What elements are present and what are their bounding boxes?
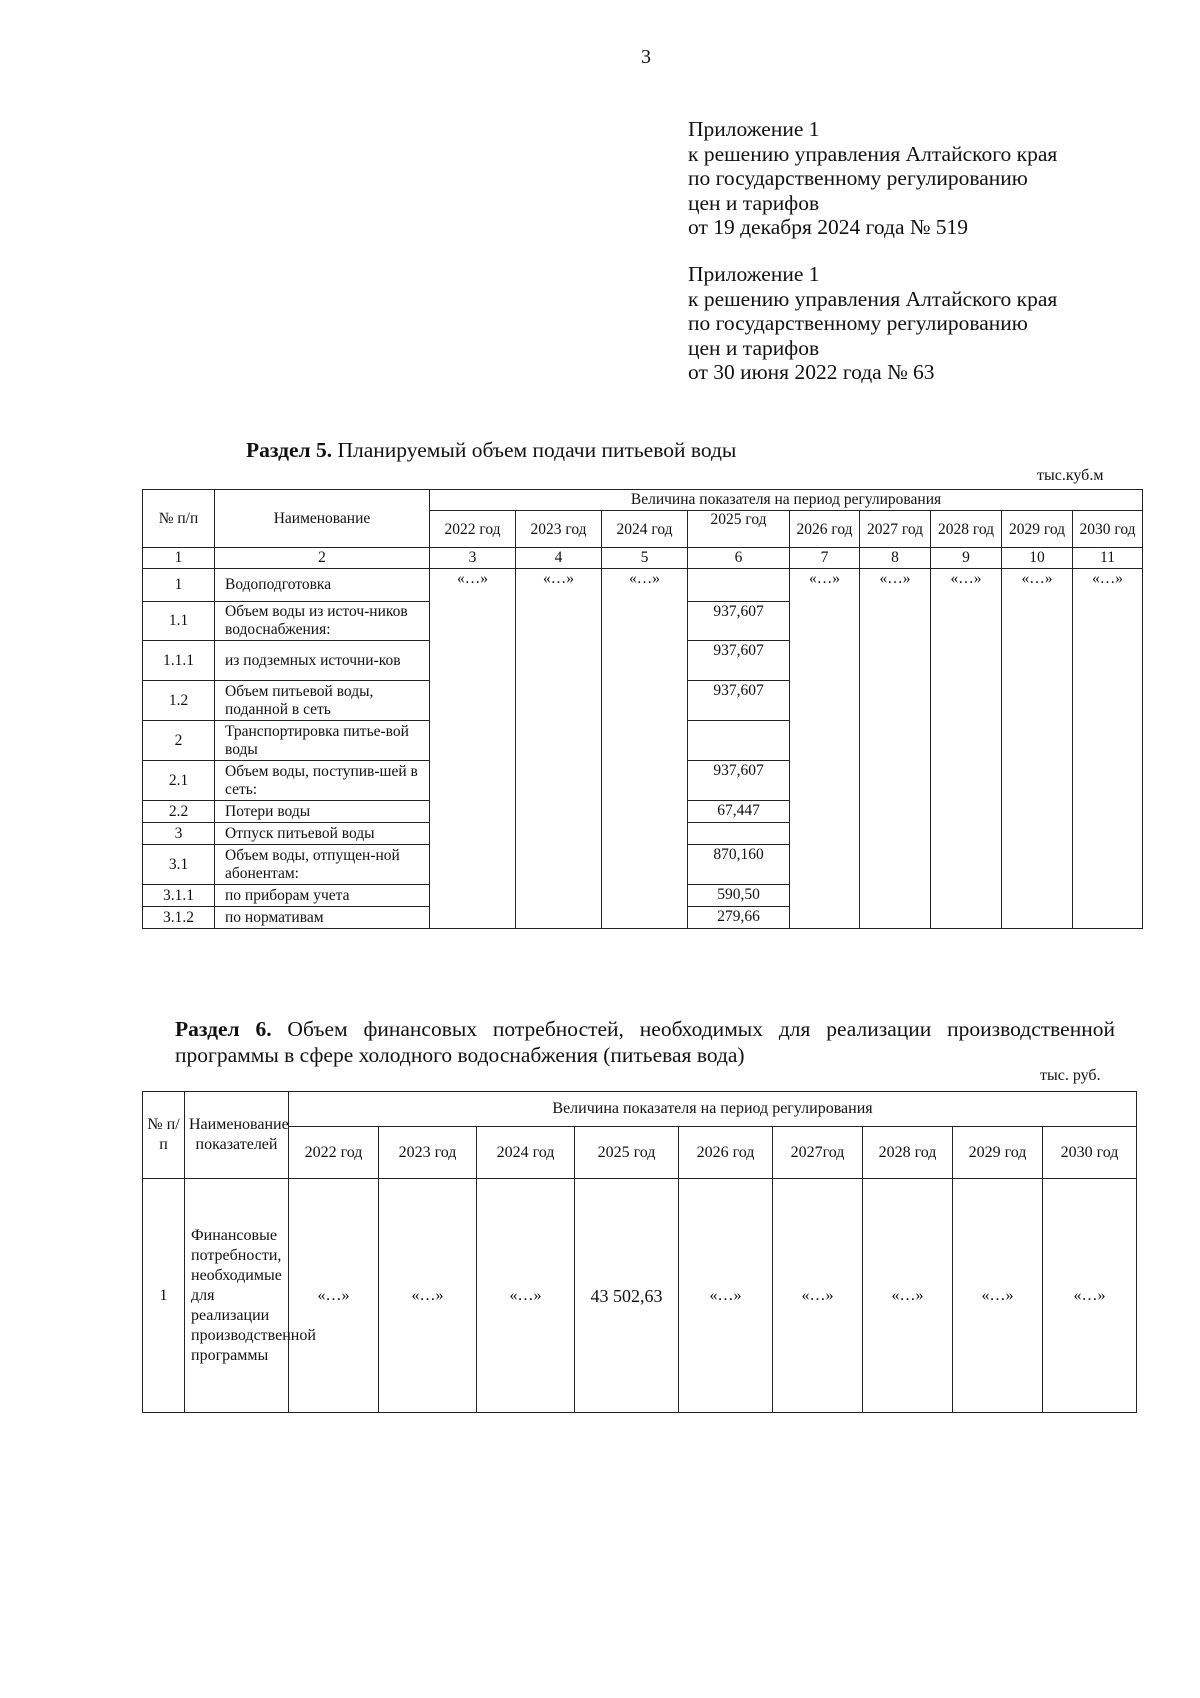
header-year: 2026 год (679, 1127, 773, 1179)
column-number: 4 (516, 548, 602, 569)
appendix-line: от 30 июня 2022 года № 63 (688, 360, 935, 384)
cell-value-2025: 937,607 (688, 641, 790, 681)
column-number: 10 (1002, 548, 1073, 569)
row-num: 1.1 (143, 602, 215, 641)
section6-unit: тыс. руб. (1040, 1067, 1101, 1084)
header-year: 2027 год (860, 511, 931, 548)
row-num: 3.1.2 (143, 907, 215, 929)
section5-table (142, 489, 1143, 929)
cell-value: «…» (1073, 569, 1143, 929)
cell-value: «…» (790, 569, 860, 929)
row-name: Объем питьевой воды, поданной в сеть (215, 681, 430, 721)
section6-table (142, 1091, 1137, 1413)
column-number: 1 (143, 548, 215, 569)
header-year: 2026 год (790, 511, 860, 548)
cell-value: «…» (430, 569, 516, 929)
appendix-line: цен и тарифов (688, 335, 820, 360)
header-year: 2029 год (1002, 511, 1073, 548)
column-number: 8 (860, 548, 931, 569)
header-year: 2024 год (477, 1127, 575, 1179)
section6-title (175, 1016, 1115, 1068)
header-year: 2023 год (379, 1127, 477, 1179)
cell-value: «…» (477, 1179, 575, 1413)
header-name: Наименование (215, 490, 430, 548)
cell-value: «…» (1002, 569, 1073, 929)
header-group: Величина показателя на период регулирования (430, 490, 1143, 511)
row-name: Объем воды, поступив-шей в сеть: (215, 761, 430, 801)
column-number: 2 (215, 548, 430, 569)
header-num: № п/п (143, 490, 215, 548)
row-name: Объем воды из источ-ников водоснабжения: (215, 602, 430, 641)
cell-value: «…» (953, 1179, 1043, 1413)
appendix-line: от 19 декабря 2024 года № 519 (688, 215, 968, 239)
column-number: 11 (1073, 548, 1143, 569)
cell-value: «…» (860, 569, 931, 929)
row-name: Отпуск питьевой воды (215, 823, 430, 845)
row-num: 2.2 (143, 801, 215, 823)
header-year: 2025 год (575, 1127, 679, 1179)
header-year: 2023 год (516, 511, 602, 548)
header-num: № п/ п (143, 1092, 185, 1179)
row-num: 3.1 (143, 845, 215, 885)
cell-value: «…» (773, 1179, 863, 1413)
section5-title-text: Планируемый объем подачи питьевой воды (332, 438, 737, 462)
row-num: 2 (143, 721, 215, 761)
header-year: 2022 год (289, 1127, 379, 1179)
appendix-line: Приложение 1 (688, 262, 820, 286)
cell-value-2025: 937,607 (688, 761, 790, 801)
header-name: Наименование показателей (185, 1092, 289, 1179)
header-year: 2030 год (1043, 1127, 1137, 1179)
row-name: Транспортировка питье-вой воды (215, 721, 430, 761)
cell-value: «…» (289, 1179, 379, 1413)
appendix-previous (688, 262, 1057, 385)
cell-value: «…» (931, 569, 1002, 929)
section5-label: Раздел 5. (246, 438, 333, 462)
row-num: 1.1.1 (143, 641, 215, 681)
header-year: 2027год (773, 1127, 863, 1179)
header-year: 2022 год (430, 511, 516, 548)
cell-value-2025: 937,607 (688, 602, 790, 641)
cell-value: «…» (379, 1179, 477, 1413)
column-number: 6 (688, 548, 790, 569)
appendix-line: к решению управления Алтайского края (688, 141, 1058, 166)
row-name: Объем воды, отпущен-ной абонентам: (215, 845, 430, 885)
section5-title (246, 437, 736, 463)
row-name: Водоподготовка (215, 569, 430, 602)
appendix-line: Приложение 1 (688, 117, 820, 141)
row-num: 3.1.1 (143, 885, 215, 907)
cell-value: «…» (602, 569, 688, 929)
page-number: 3 (641, 46, 651, 68)
cell-value-2025 (688, 569, 790, 602)
header-group: Величина показателя на период регулирования (289, 1092, 1137, 1127)
section6-label: Раздел 6. (175, 1017, 272, 1041)
row-num: 3 (143, 823, 215, 845)
cell-value: «…» (679, 1179, 773, 1413)
header-year: 2028 год (863, 1127, 953, 1179)
cell-value: «…» (1043, 1179, 1137, 1413)
header-year: 2030 год (1073, 511, 1143, 548)
row-num: 1 (143, 569, 215, 602)
column-number: 9 (931, 548, 1002, 569)
row-num: 1 (143, 1179, 185, 1413)
column-number: 5 (602, 548, 688, 569)
cell-value-2025 (688, 823, 790, 845)
cell-value-2025: 937,607 (688, 681, 790, 721)
row-name: по приборам учета (215, 885, 430, 907)
header-year: 2024 год (602, 511, 688, 548)
cell-value: «…» (863, 1179, 953, 1413)
cell-value-2025: 870,160 (688, 845, 790, 885)
cell-value-2025: 67,447 (688, 801, 790, 823)
row-name: Финансовые потребности, необходимые для реализации производственной программы (185, 1179, 289, 1413)
row-name: Потери воды (215, 801, 430, 823)
appendix-line: к решению управления Алтайского края (688, 286, 1058, 311)
appendix-line: цен и тарифов (688, 190, 820, 215)
table-row (143, 569, 1143, 602)
row-num: 1.2 (143, 681, 215, 721)
row-name: по нормативам (215, 907, 430, 929)
column-number: 7 (790, 548, 860, 569)
row-num: 2.1 (143, 761, 215, 801)
section6-title-text: Объем финансовых потребностей, необходимых для реализации производственной программы в сфере холодного водоснабжения (питьевая вода) (175, 1017, 1115, 1067)
appendix-line: по государственному регулированию (688, 311, 1028, 335)
appendix-current (688, 117, 1057, 240)
cell-value-2025: 279,66 (688, 907, 790, 929)
column-number: 3 (430, 548, 516, 569)
header-year: 2025 год (688, 511, 790, 548)
appendix-line: по государственному регулированию (688, 166, 1028, 190)
cell-value-2025: 43 502,63 (575, 1179, 679, 1413)
cell-value: «…» (516, 569, 602, 929)
section5-unit: тыс.куб.м (1037, 467, 1104, 484)
header-year: 2029 год (953, 1127, 1043, 1179)
cell-value-2025: 590,50 (688, 885, 790, 907)
header-year: 2028 год (931, 511, 1002, 548)
cell-value-2025 (688, 721, 790, 761)
row-name: из подземных источни-ков (215, 641, 430, 681)
